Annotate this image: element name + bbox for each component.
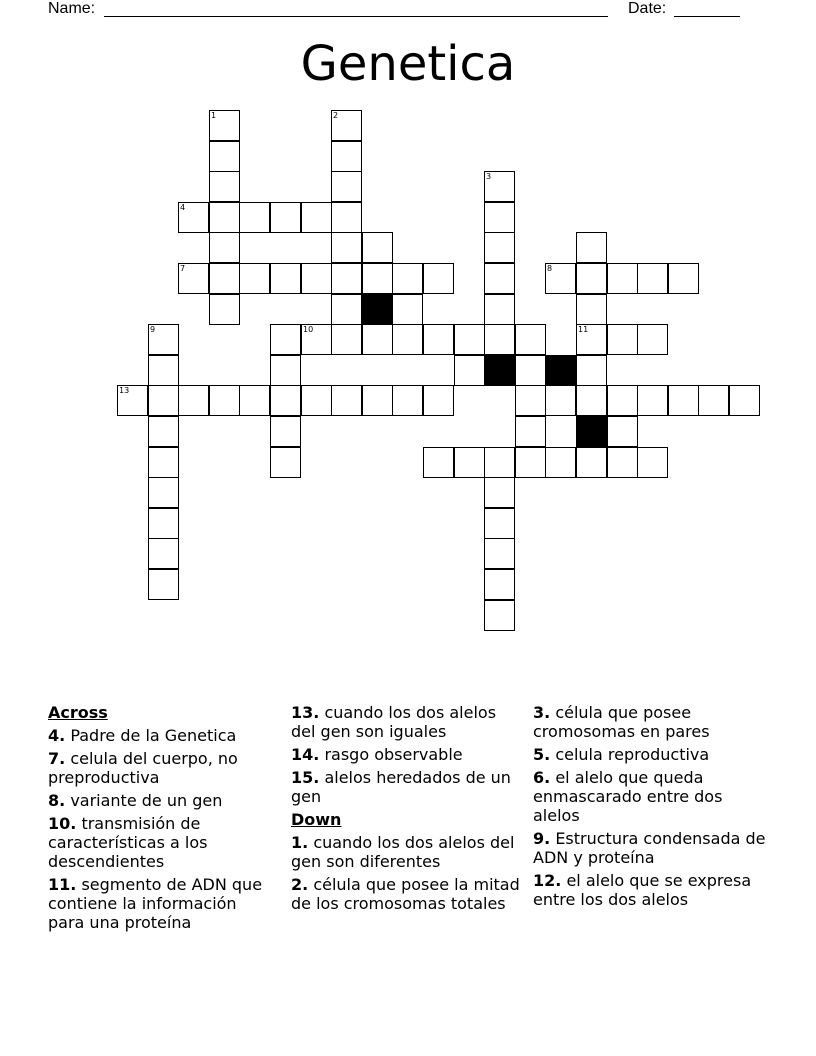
crossword-cell[interactable]	[515, 324, 546, 355]
crossword-cell[interactable]	[362, 263, 393, 294]
crossword-cell[interactable]	[484, 538, 515, 569]
crossword-cell[interactable]	[209, 263, 240, 294]
crossword-cell[interactable]	[209, 385, 240, 416]
blocked-cell	[545, 355, 576, 386]
crossword-cell[interactable]	[545, 447, 576, 478]
clue-across-10: 10. transmisión de características a los descendientes	[48, 814, 208, 871]
clue-number: 9	[150, 325, 156, 334]
crossword-cell[interactable]	[637, 263, 668, 294]
crossword-cell[interactable]	[392, 263, 423, 294]
crossword-cell[interactable]	[148, 447, 179, 478]
crossword-cell[interactable]	[209, 202, 240, 233]
crossword-cell[interactable]	[148, 324, 179, 355]
crossword-cell[interactable]	[178, 202, 209, 233]
crossword-cell[interactable]	[515, 447, 546, 478]
crossword-cell[interactable]	[301, 324, 332, 355]
clue-across-13: 13. cuando los dos alelos del gen son iguales	[291, 703, 497, 741]
crossword-cell[interactable]	[729, 385, 760, 416]
crossword-cell[interactable]	[362, 324, 393, 355]
crossword-cell[interactable]	[331, 263, 362, 294]
crossword-cell[interactable]	[117, 385, 148, 416]
crossword-cell[interactable]	[331, 232, 362, 263]
crossword-cell[interactable]	[515, 416, 546, 447]
crossword-cell[interactable]	[698, 385, 729, 416]
clue-across-4: 4. Padre de la Genetica	[48, 726, 237, 745]
crossword-cell[interactable]	[423, 385, 454, 416]
crossword-cell[interactable]	[545, 263, 576, 294]
crossword-cell[interactable]	[239, 202, 270, 233]
clue-across-8: 8. variante de un gen	[48, 791, 223, 810]
crossword-cell[interactable]	[607, 263, 638, 294]
clue-down-3: 3. célula que posee cromosomas en pares	[533, 703, 710, 741]
crossword-cell[interactable]	[637, 385, 668, 416]
crossword-cell[interactable]	[331, 202, 362, 233]
crossword-cell[interactable]	[239, 385, 270, 416]
crossword-cell[interactable]	[209, 110, 240, 141]
crossword-cell[interactable]	[178, 385, 209, 416]
crossword-cell[interactable]	[637, 447, 668, 478]
crossword-cell[interactable]	[576, 232, 607, 263]
crossword-cell[interactable]	[423, 447, 454, 478]
crossword-cell[interactable]	[270, 416, 301, 447]
crossword-cell[interactable]	[484, 508, 515, 539]
crossword-cell[interactable]	[209, 232, 240, 263]
clue-across-14: 14. rasgo observable	[291, 745, 463, 764]
crossword-cell[interactable]	[270, 447, 301, 478]
crossword-cell[interactable]	[668, 263, 699, 294]
crossword-cell[interactable]	[362, 385, 393, 416]
crossword-cell[interactable]	[148, 385, 179, 416]
crossword-cell[interactable]	[607, 416, 638, 447]
crossword-cell[interactable]	[423, 263, 454, 294]
crossword-cell[interactable]	[331, 110, 362, 141]
crossword-cell[interactable]	[454, 355, 485, 386]
crossword-cell[interactable]	[607, 385, 638, 416]
crossword-cell[interactable]	[484, 569, 515, 600]
crossword-cell[interactable]	[270, 355, 301, 386]
clue-down-9: 9. Estructura condensada de ADN y proteína	[533, 829, 766, 867]
crossword-cell[interactable]	[331, 324, 362, 355]
crossword-cell[interactable]	[576, 324, 607, 355]
crossword-cell[interactable]	[239, 263, 270, 294]
crossword-cell[interactable]	[454, 447, 485, 478]
crossword-cell[interactable]	[148, 569, 179, 600]
crossword-cell[interactable]	[209, 141, 240, 172]
crossword-cell[interactable]	[392, 294, 423, 325]
crossword-cell[interactable]	[607, 324, 638, 355]
clue-number: 1	[211, 111, 217, 120]
crossword-cell[interactable]	[607, 447, 638, 478]
clue-number: 3	[486, 172, 492, 181]
clues-column-3	[533, 703, 773, 913]
crossword-cell[interactable]	[484, 232, 515, 263]
crossword-cell[interactable]	[270, 324, 301, 355]
crossword-cell[interactable]	[637, 324, 668, 355]
crossword-cell[interactable]	[576, 263, 607, 294]
clue-across-15: 15. alelos heredados de un gen	[291, 768, 511, 806]
crossword-cell[interactable]	[484, 202, 515, 233]
crossword-cell[interactable]	[331, 294, 362, 325]
crossword-cell[interactable]	[362, 232, 393, 263]
down-heading: Down	[291, 810, 342, 829]
page-title: Genetica	[300, 36, 516, 92]
clue-down-6: 6. el alelo que queda enmascarado entre dos alelos	[533, 768, 723, 825]
crossword-cell[interactable]	[270, 202, 301, 233]
blocked-cell	[576, 416, 607, 447]
clue-number: 13	[119, 386, 130, 395]
clue-number: 7	[180, 264, 186, 273]
crossword-cell[interactable]	[484, 294, 515, 325]
crossword-cell[interactable]	[576, 294, 607, 325]
clue-number: 8	[547, 264, 553, 273]
crossword-cell[interactable]	[484, 477, 515, 508]
clue-down-12: 12. el alelo que se expresa entre los dos alelos	[533, 871, 752, 909]
crossword-cell[interactable]	[331, 171, 362, 202]
crossword-cell[interactable]	[178, 263, 209, 294]
clue-down-5: 5. celula reproductiva	[533, 745, 710, 764]
crossword-cell[interactable]	[576, 447, 607, 478]
crossword-cell[interactable]	[515, 385, 546, 416]
crossword-cell[interactable]	[576, 355, 607, 386]
across-heading: Across	[48, 703, 108, 722]
crossword-cell[interactable]	[270, 263, 301, 294]
clue-number: 10	[303, 325, 314, 334]
clues-column-2	[291, 703, 521, 917]
crossword-cell[interactable]	[484, 447, 515, 478]
crossword-cell[interactable]	[515, 355, 546, 386]
blocked-cell	[484, 355, 515, 386]
crossword-cell[interactable]	[484, 171, 515, 202]
crossword-cell[interactable]	[148, 416, 179, 447]
crossword-cell[interactable]	[392, 385, 423, 416]
clue-down-2: 2. célula que posee la mitad de los cromosomas totales	[291, 875, 520, 913]
crossword-cell[interactable]	[148, 508, 179, 539]
crossword-cell[interactable]	[454, 324, 485, 355]
crossword-cell[interactable]	[331, 141, 362, 172]
crossword-cell[interactable]	[576, 385, 607, 416]
crossword-cell[interactable]	[301, 385, 332, 416]
crossword-cell[interactable]	[209, 294, 240, 325]
clue-number: 11	[578, 325, 589, 334]
crossword-cell[interactable]	[301, 202, 332, 233]
clue-across-11: 11. segmento de ADN que contiene la información para una proteína	[48, 875, 263, 932]
crossword-cell[interactable]	[423, 324, 454, 355]
clue-across-7: 7. celula del cuerpo, no preproductiva	[48, 749, 238, 787]
date-label: Date:	[628, 0, 667, 17]
crossword-cell[interactable]	[392, 324, 423, 355]
clue-down-1: 1. cuando los dos alelos del gen son diferentes	[291, 833, 515, 871]
crossword-cell[interactable]	[209, 171, 240, 202]
crossword-cell[interactable]	[668, 385, 699, 416]
blocked-cell	[362, 294, 393, 325]
clue-number: 4	[180, 203, 186, 212]
crossword-cell[interactable]	[148, 477, 179, 508]
crossword-cell[interactable]	[148, 538, 179, 569]
crossword-cell[interactable]	[148, 355, 179, 386]
crossword-cell[interactable]	[331, 385, 362, 416]
clue-number: 12	[547, 356, 558, 365]
crossword-cell[interactable]	[301, 263, 332, 294]
crossword-cell[interactable]	[484, 600, 515, 631]
crossword-cell[interactable]	[545, 385, 576, 416]
clue-number: 2	[333, 111, 339, 120]
clues-column-1	[48, 703, 276, 936]
crossword-cell[interactable]	[484, 263, 515, 294]
crossword-cell[interactable]	[484, 324, 515, 355]
crossword-cell[interactable]	[270, 385, 301, 416]
name-label: Name:	[48, 0, 96, 17]
